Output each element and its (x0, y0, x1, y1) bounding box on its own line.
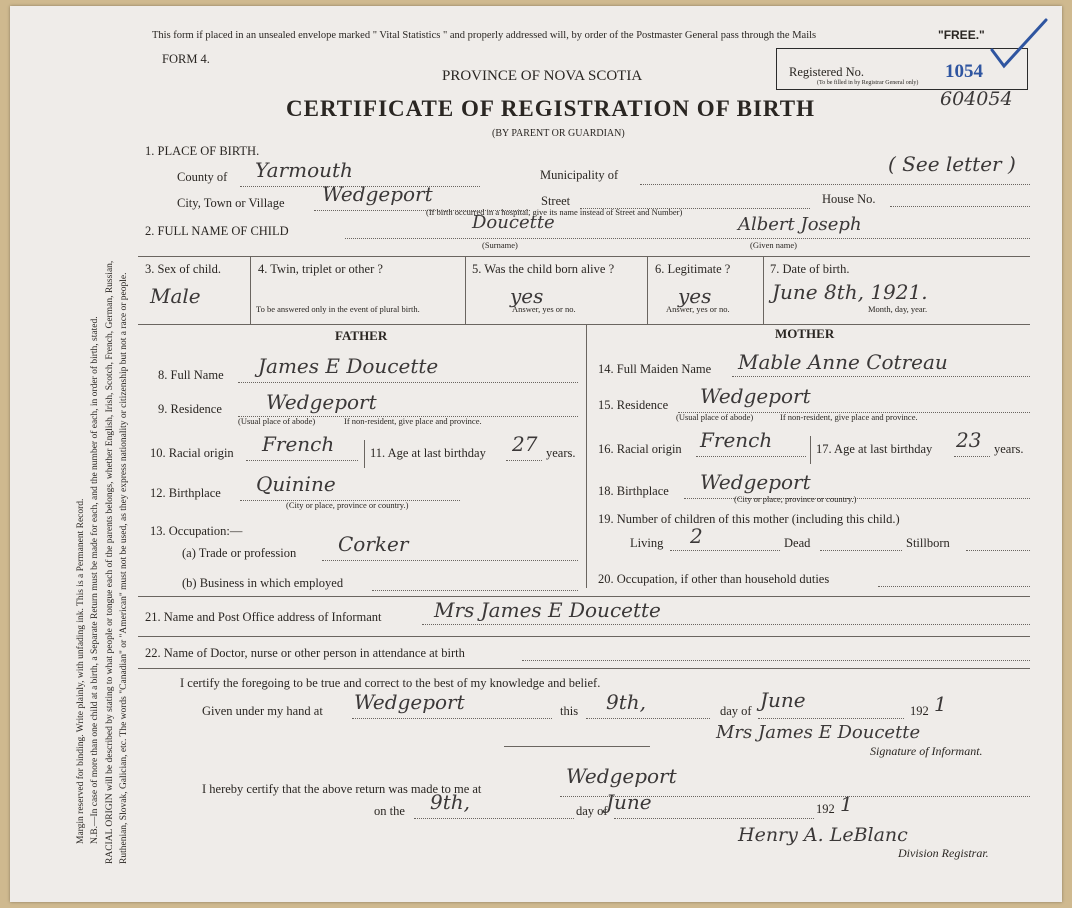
mail-notice: This form if placed in an unsealed envelope marked " Vital Statistics " and properly addressed will, by order of the Postmaster General pass through the Mails (152, 30, 817, 41)
check-mark-icon (990, 16, 1050, 76)
legitimate-note: Answer, yes or no. (666, 304, 730, 314)
father-residence-label: 9. Residence (158, 402, 222, 416)
mother-residence-note1: (Usual place of abode) (676, 412, 754, 422)
sex-label: 3. Sex of child. (145, 262, 222, 276)
mother-age-label: 17. Age at last birthday (816, 442, 933, 456)
stillborn-label: Stillborn (906, 536, 950, 550)
date-of-birth-value: June 8th, 1921. (772, 280, 928, 304)
handwritten-registration-number: 604054 (940, 88, 1013, 110)
mother-residence-label: 15. Residence (598, 398, 669, 412)
certificate-title: CERTIFICATE OF REGISTRATION OF BIRTH (286, 96, 815, 121)
certify-statement: I certify the foregoing to be true and correct to the best of my knowledge and belief. (180, 676, 601, 690)
mother-occupation-label: 20. Occupation, if other than household duties (598, 572, 830, 586)
given-day-of-label: day of (720, 704, 752, 718)
father-birthplace-label: 12. Birthplace (150, 486, 221, 500)
given-name-note: (Given name) (750, 240, 797, 250)
informant-label: 21. Name and Post Office address of Informant (145, 610, 382, 624)
mother-heading: MOTHER (775, 326, 835, 341)
father-racial-value: French (262, 432, 335, 456)
hospital-note: (If birth occurred in a hospital, give its name instead of Street and Number) (426, 207, 683, 217)
father-name-label: 8. Full Name (158, 368, 224, 382)
father-occupation-label: 13. Occupation:— (150, 524, 243, 538)
margin-note-3: RACIAL ORIGIN will be described by stating to what people or tongue each of the parents belongs, whether English, Irish, Scotch, French, German, Russian, (105, 260, 115, 864)
given-day-value: 9th, (606, 690, 646, 714)
father-business-label: (b) Business in which employed (182, 576, 344, 590)
mother-racial-value: French (700, 428, 773, 452)
province-heading: PROVINCE OF NOVA SCOTIA (442, 68, 643, 84)
father-residence-value: Wedgeport (266, 390, 377, 414)
municipality-label: Municipality of (540, 168, 619, 182)
father-racial-label: 10. Racial origin (150, 446, 234, 460)
house-number-label: House No. (822, 192, 876, 206)
mother-birthplace-label: 18. Birthplace (598, 484, 669, 498)
city-value: Wedgeport (322, 182, 433, 206)
return-label: I hereby certify that the above return was made to me at (202, 782, 482, 796)
father-birthplace-value: Quinine (256, 472, 336, 496)
legitimate-value: yes (678, 284, 712, 308)
mother-years-label: years. (994, 442, 1024, 456)
street-label: Street (541, 194, 571, 208)
place-of-birth-heading: 1. PLACE OF BIRTH. (145, 144, 260, 158)
registered-no-note: (To be filled in by Registrar General only) (817, 80, 919, 86)
certificate-paper (10, 6, 1062, 902)
father-years-label: years. (546, 446, 576, 460)
free-label: "FREE." (938, 28, 985, 42)
given-month-value: June (760, 688, 806, 712)
mother-name-label: 14. Full Maiden Name (598, 362, 712, 376)
county-label: County of (177, 170, 228, 184)
alive-note: Answer, yes or no. (512, 304, 576, 314)
mother-name-value: Mable Anne Cotreau (738, 350, 948, 374)
return-day-value: 9th, (430, 790, 470, 814)
dead-label: Dead (784, 536, 811, 550)
signature-of-informant-label: Signature of Informant. (870, 744, 983, 758)
alive-label: 5. Was the child born alive ? (472, 262, 615, 276)
mother-birthplace-value: Wedgeport (700, 470, 811, 494)
this-label: this (560, 704, 579, 718)
given-place-value: Wedgeport (354, 690, 465, 714)
date-of-birth-note: Month, day, year. (868, 304, 928, 314)
father-residence-note1: (Usual place of abode) (238, 416, 316, 426)
living-value: 2 (690, 524, 703, 548)
father-name-value: James E Doucette (258, 354, 439, 378)
father-trade-value: Corker (338, 532, 409, 556)
child-given-name: Albert Joseph (738, 214, 862, 235)
city-label: City, Town or Village (177, 196, 285, 210)
division-registrar-label: Division Registrar. (898, 846, 989, 860)
on-the-label: on the (374, 804, 405, 818)
twin-label: 4. Twin, triplet or other ? (258, 262, 383, 276)
certificate-subtitle: (BY PARENT OR GUARDIAN) (492, 128, 625, 139)
doctor-label: 22. Name of Doctor, nurse or other person in attendance at birth (145, 646, 465, 660)
child-name-label: 2. FULL NAME OF CHILD (145, 224, 289, 238)
legitimate-label: 6. Legitimate ? (655, 262, 731, 276)
given-year-prefix: 192 (910, 704, 929, 718)
father-residence-note2: If non-resident, give place and province. (344, 416, 482, 426)
registered-no-label: Registered No. (789, 65, 864, 79)
mother-residence-value: Wedgeport (700, 384, 811, 408)
father-age-value: 27 (512, 432, 538, 456)
margin-note-4: Ruthenian, Slovak, Galician, etc. The words "Canadian" or "American" must not be used, as they express nationality or citizenship but not a race or people. (119, 272, 129, 864)
father-age-label: 11. Age at last birthday (370, 446, 486, 460)
margin-note-1: Margin reserved for binding. Write plainly, with unfading ink. This is a Permanent Record. (76, 498, 86, 844)
mother-children-label: 19. Number of children of this mother (including this child.) (598, 512, 900, 526)
return-year-prefix: 192 (816, 802, 835, 816)
margin-note-2: N.B.—In case of more than one child at a birth, a Separate Return must be made for each, and the number of each, in order of birth, stated. (90, 316, 100, 844)
registration-number: 1054 (945, 61, 983, 82)
alive-value: yes (510, 284, 544, 308)
mother-birthplace-note: (City or place, province or country.) (734, 494, 857, 504)
registrar-signature: Henry A. LeBlanc (738, 824, 908, 846)
informant-signature: Mrs James E Doucette (716, 722, 921, 743)
surname-note: (Surname) (482, 240, 518, 250)
living-label: Living (630, 536, 664, 550)
date-of-birth-label: 7. Date of birth. (770, 262, 850, 276)
father-trade-label: (a) Trade or profession (182, 546, 297, 560)
given-under-hand-label: Given under my hand at (202, 704, 323, 718)
mother-racial-label: 16. Racial origin (598, 442, 682, 456)
informant-value: Mrs James E Doucette (434, 598, 661, 622)
twin-note: To be answered only in the event of plural birth. (256, 304, 420, 314)
mother-residence-note2: If non-resident, give place and province. (780, 412, 918, 422)
form-number: FORM 4. (162, 52, 210, 66)
municipality-value: ( See letter ) (888, 152, 1016, 176)
mother-age-value: 23 (956, 428, 982, 452)
return-year-suffix: 1 (840, 792, 853, 816)
county-value: Yarmouth (255, 158, 353, 182)
child-surname: Doucette (472, 212, 555, 233)
return-place-value: Wedgeport (566, 764, 677, 788)
return-month-value: June (606, 790, 652, 814)
father-birthplace-note: (City or place, province or country.) (286, 500, 409, 510)
given-year-suffix: 1 (934, 692, 947, 716)
return-day-of-label: day of (576, 804, 608, 818)
father-heading: FATHER (335, 328, 388, 343)
sex-value: Male (150, 284, 201, 308)
